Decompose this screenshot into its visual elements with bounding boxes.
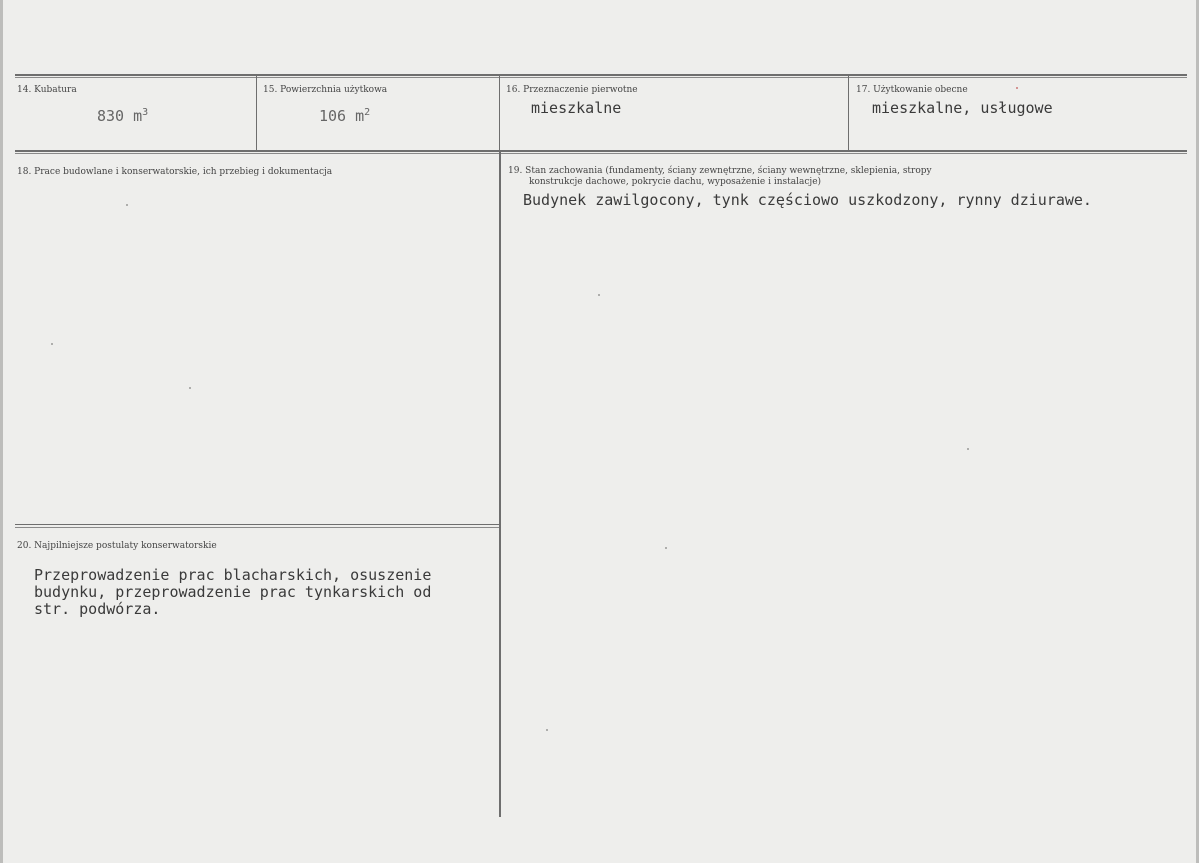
row1-bottom-rule-thin bbox=[15, 153, 1187, 154]
field-20-label: 20. Najpilniejsze postulaty konserwatorskie bbox=[17, 541, 217, 551]
paper-speck bbox=[51, 343, 53, 345]
paper-speck bbox=[665, 547, 667, 549]
field-20-top-rule-thin bbox=[15, 527, 499, 528]
paper-speck bbox=[546, 729, 548, 731]
divider-15-16 bbox=[499, 76, 500, 152]
divider-14-15 bbox=[256, 76, 257, 152]
field-18-label: 18. Prace budowlane i konserwatorskie, ich przebieg i dokumentacja bbox=[17, 167, 333, 177]
paper-speck bbox=[1016, 87, 1018, 89]
field-15-value-exponent: 2 bbox=[364, 107, 371, 118]
field-20-top-rule bbox=[15, 524, 499, 525]
paper-speck bbox=[598, 294, 600, 296]
field-14-value-text: 830 m bbox=[97, 107, 143, 125]
field-20-line-2: budynku, przeprowadzenie prac tynkarskich od bbox=[34, 583, 432, 601]
field-20-line-3: str. podwórza. bbox=[34, 600, 161, 618]
field-15-value bbox=[319, 104, 370, 125]
field-14-value-exponent: 3 bbox=[142, 107, 149, 118]
field-17-label: 17. Użytkowanie obecne bbox=[856, 85, 968, 95]
field-15-value-text: 106 m bbox=[319, 107, 365, 125]
row1-bottom-rule bbox=[15, 150, 1187, 152]
paper-speck bbox=[126, 204, 128, 206]
field-17-value: mieszkalne, usługowe bbox=[872, 99, 1053, 117]
paper-speck bbox=[189, 387, 191, 389]
field-16-value: mieszkalne bbox=[531, 99, 622, 117]
field-14-value bbox=[97, 104, 148, 125]
field-19-value: Budynek zawilgocony, tynk częściowo uszkodzony, rynny dziurawe. bbox=[523, 191, 1092, 209]
divider-left-right bbox=[499, 152, 501, 817]
field-15-label: 15. Powierzchnia użytkowa bbox=[263, 85, 388, 95]
field-19-label-line2: konstrukcje dachowe, pokrycie dachu, wyposażenie i instalacje) bbox=[529, 177, 822, 187]
field-14-label: 14. Kubatura bbox=[17, 85, 77, 95]
top-rule bbox=[15, 74, 1187, 76]
field-16-label: 16. Przeznaczenie pierwotne bbox=[506, 85, 638, 95]
top-rule-thin bbox=[15, 77, 1187, 78]
field-20-line-1: Przeprowadzenie prac blacharskich, osuszenie bbox=[34, 566, 432, 584]
divider-16-17 bbox=[848, 76, 849, 152]
paper-speck bbox=[967, 448, 969, 450]
field-19-label-line1: 19. Stan zachowania (fundamenty, ściany zewnętrzne, ściany wewnętrzne, sklepienia, stropy bbox=[508, 166, 932, 176]
